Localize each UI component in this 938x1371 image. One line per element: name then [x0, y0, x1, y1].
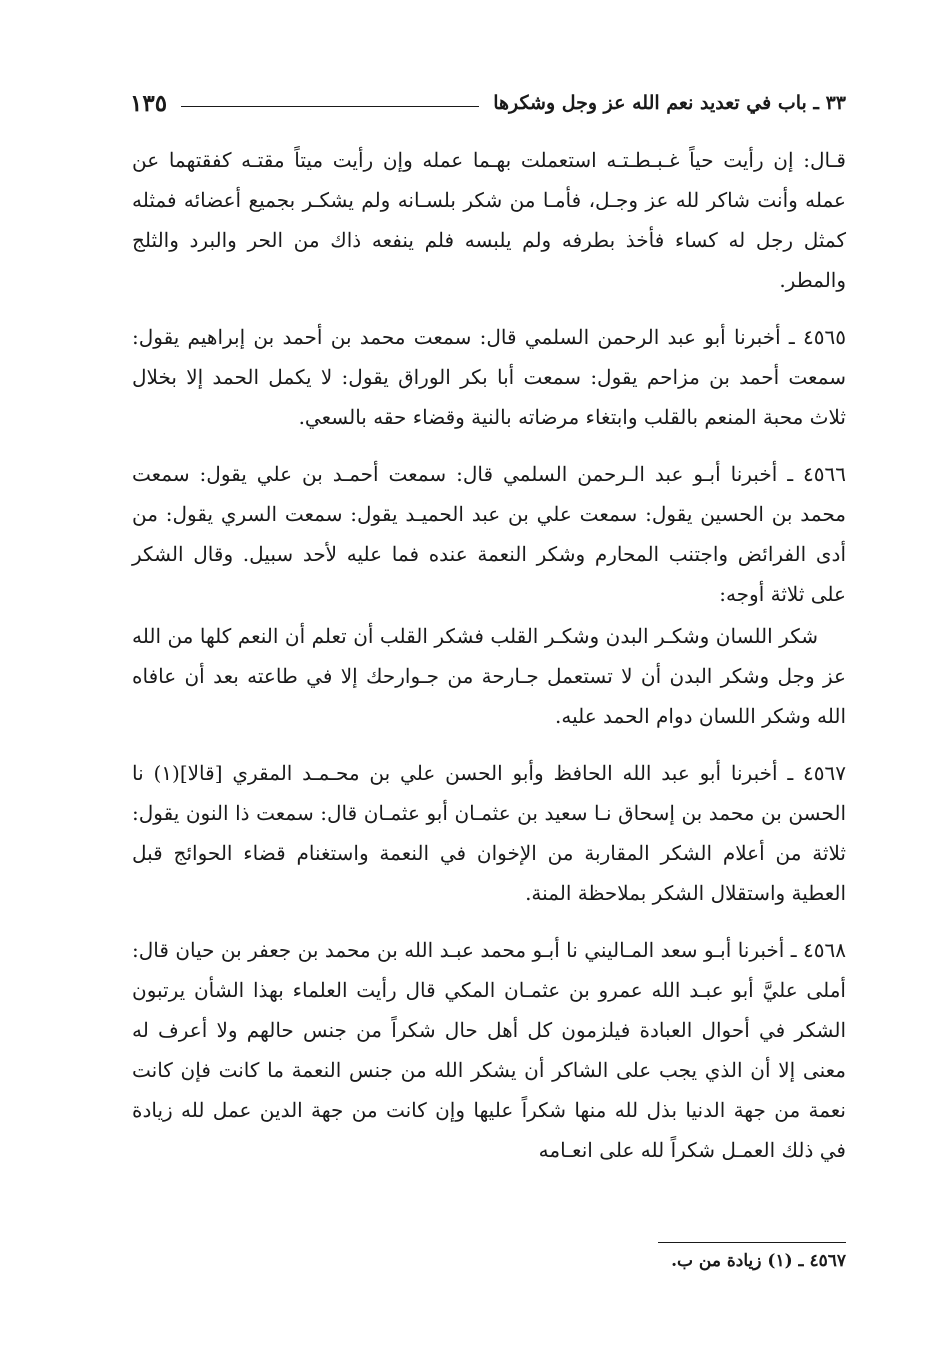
paragraph-4566: ٤٥٦٦ ـ أخبرنا أبـو عبد الـرحمن السلمي قال: سمعت أحمـد بن علي يقول: سمعت محمد بن الحسين يقول: سمعت علي بن عبد الحميـد يقول: سمعت السري يقول: من أدى الفرائض واجتنب المحارم وشكر النعمة عنده فما عليه لأحد سبيل. وقال الشكر على ثلاثة أوجه: [132, 462, 846, 606]
paragraph-opening: قـال: إن رأيت حياً غـبـطـتـه استعملت بهـما عمله وإن رأيت ميتاً مقتـه كفقتهما عن عمله وأنت شاكر لله عز وجـل، فأمـا من شكر بلسـانه ولم يشكـر بجميع أعضائه فمثله كمثل رجل له كساء فأخذ بطرفه ولم يلبسه فلم ينفعه ذاك من الحر والبرد والثلج والمطر. [132, 148, 846, 292]
chapter-title: ٣٣ ـ باب في تعديد نعم الله عز وجل وشكرها [493, 91, 846, 114]
header-rule [181, 106, 479, 107]
footnote: ٤٥٦٧ ـ (١) زيادة من ب. [671, 1251, 846, 1271]
page-number: ١٣٥ [130, 89, 168, 117]
paragraph-three-kinds-of-thanks: شكر اللسان وشكـر البدن وشكـر القلب فشكر القلب أن تعلم أن النعم كلها من الله عز وجل وشكر البدن أن لا تستعمل جـارحة من جـوارحك إلا في طاعته بعد أن عافاه الله وشكر اللسان دوام الحمد عليه. [132, 624, 846, 728]
main-text [132, 140, 846, 1170]
paragraph-4565: ٤٥٦٥ ـ أخبرنا أبو عبد الرحمن السلمي قال: سمعت محمد بن أحمد بن إبراهيم يقول: سمعت أحمد بن مزاحم يقول: سمعت أبا بكر الوراق يقول: لا يكمل الحمد إلا بخلال ثلاث محبة المنعم بالقلب وابتغاء مرضاته بالنية وقضاء حقه بالسعي. [132, 325, 846, 429]
footnote-rule [658, 1242, 846, 1243]
page-header [130, 86, 846, 120]
paragraph-4568: ٤٥٦٨ ـ أخبرنا أبـو سعد المـاليني نا أبـو محمد عبـد الله بن محمد بن جعفر بن حيان قال: أملى عليَّ أبو عبـد الله عمرو بن عثمـان المكي قال رأيت العلماء بهذا الشأن يرتبون الشكر في أحوال العبادة فيلزمون كل أهل حال شكراً من جنس حالهم ولا أعرف له معنى إلا أن الذي يجب على الشاكر أن يشكر الله من جنس النعمة ما كانت فإن كانت نعمة من جهة الدنيا بذل لله منها شكراً عليها وإن كانت من جهة الدين عمل لله زيادة في ذلك العمـل شكراً لله على انعـامه [132, 938, 846, 1162]
paragraph-4567: ٤٥٦٧ ـ أخبرنا أبو عبد الله الحافظ وأبو الحسن علي بن محـمـد المقري [قالا](١) نا الحسن بن محمد بن إسحاق نـا سعيد بن عثمـان أبو عثمـان قال: سمعت ذا النون يقول: ثلاثة من أعلام الشكر المقاربة من الإخوان في النعمة واستغنام قضاء الحوائج قبل العطية واستقلال الشكر بملاحظة المنة. [132, 761, 846, 905]
